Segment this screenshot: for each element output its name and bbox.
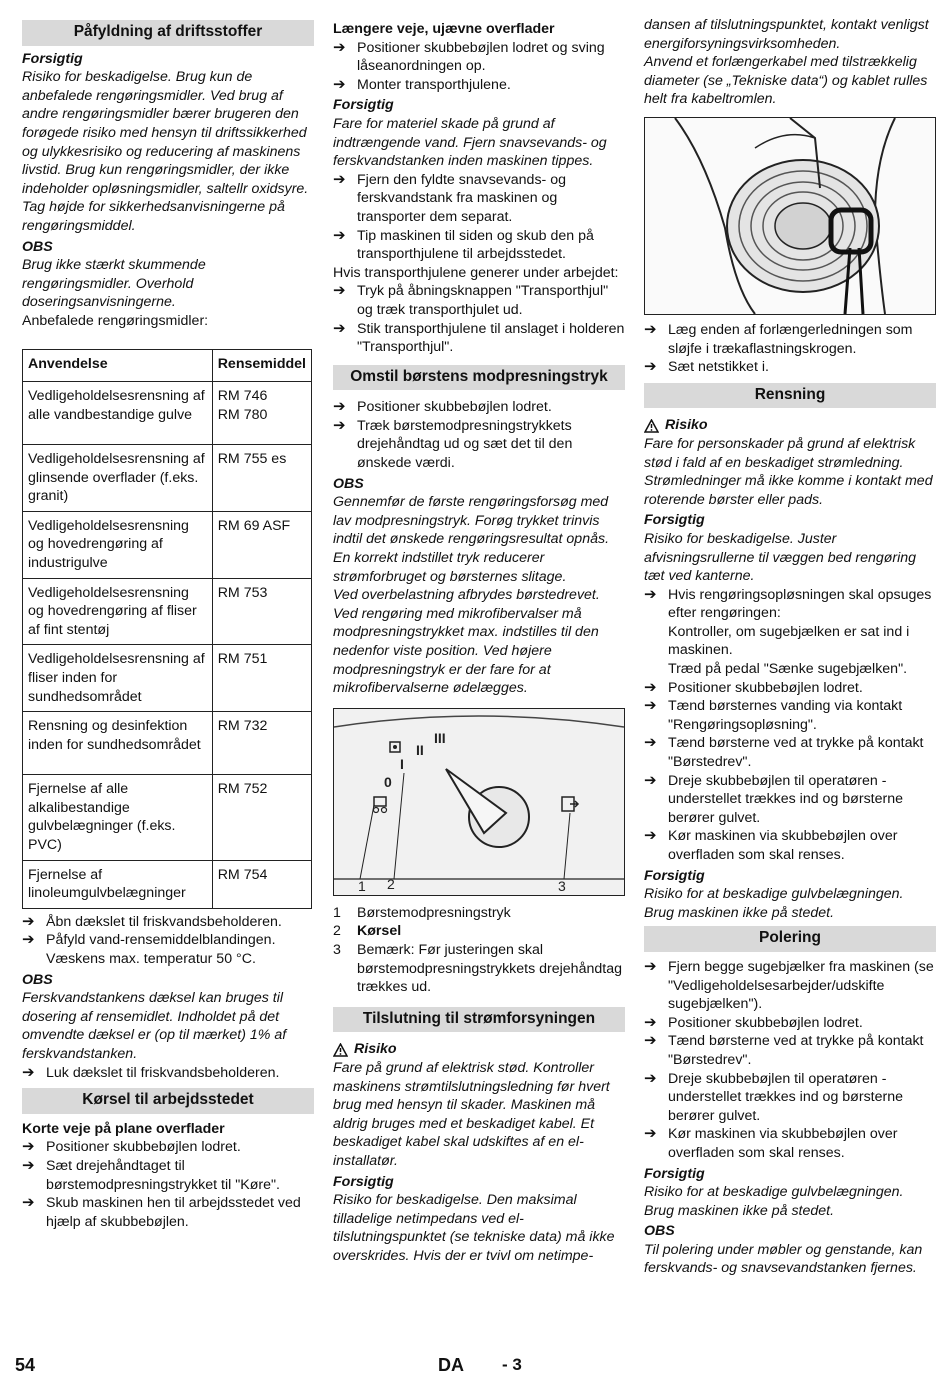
- legend-item: 3 Bemærk: Før justeringen skal børstemodpresningstrykkets drejehåndtag trækkes ud.: [333, 941, 622, 996]
- caution-text-2: Tag højde for sikkerhedsanvisningerne på rengøringsmiddel.: [22, 199, 285, 234]
- arrow-icon: ➔: [22, 1063, 35, 1081]
- continued-text: dansen af tilslutningspunktet, kontakt venligst energiforsyningsvirksomheden.: [644, 17, 929, 52]
- extension-cable-text: Anvend et forlængerkabel med tilstrækkelig diameter (se „Tekniske data“) og kablet rulles helt fra kabeltromlen.: [644, 54, 928, 108]
- brush-pressure-icon: [390, 742, 400, 752]
- step-remove-tanks: ➔ Fjern den fyldte snavsevands- og ferskvandstank fra maskinen og transporter dem separat.: [333, 170, 566, 225]
- table-cell-usage: Vedligeholdelsesrensning af glinsende overflader (f.eks. granit): [23, 445, 213, 512]
- arrow-icon: ➔: [333, 75, 346, 93]
- arrow-icon: ➔: [644, 678, 657, 696]
- subheading-long-routes: Længere veje, ujævne overflader: [333, 21, 555, 37]
- table-cell-usage: Vedligeholdelsesrensning af fliser inden for sundhedsområdet: [23, 645, 213, 712]
- step-position-handle: ➔ Positioner skubbebøjlen lodret.: [333, 398, 552, 416]
- section-heading-drive: Kørsel til arbejdsstedet: [22, 1088, 314, 1114]
- cleaning-agent-table: [22, 349, 312, 909]
- table-cell-usage: Vedligeholdelsesrensning af alle vandbestandige gulve: [23, 382, 213, 445]
- step-tilt-handle: ➔ Dreje skubbebøjlen til operatøren - understellet trækkes ind og børsterne berører gulvet.: [644, 1069, 903, 1124]
- arrow-icon: ➔: [333, 226, 346, 244]
- section-heading-power: Tilslutning til strømforsyningen: [333, 1007, 625, 1033]
- table-cell-agent: RM 732: [212, 712, 311, 775]
- arrow-icon: ➔: [333, 38, 346, 56]
- arrow-icon: ➔: [644, 1013, 657, 1031]
- pressure-knob-illustration: [334, 709, 624, 895]
- arrow-icon: ➔: [644, 585, 657, 603]
- step-brush-on: ➔ Tænd børsterne ved at trykke på kontakt "Børstedrev".: [644, 1032, 924, 1068]
- section-page-number: - 3: [502, 1355, 522, 1374]
- table-cell-agent: RM 746 RM 780: [212, 382, 311, 445]
- arrow-icon: ➔: [644, 1125, 657, 1143]
- mark-3: III: [434, 729, 446, 746]
- column-1: [22, 18, 314, 1231]
- arrow-icon: ➔: [22, 931, 35, 949]
- table-row: [23, 445, 312, 512]
- step-position-handle: ➔ Positioner skubbebøjlen lodret.: [644, 678, 863, 696]
- caution-label: Forsigtig: [644, 512, 705, 529]
- subheading-short-routes: Korte veje på plane overflader: [22, 1120, 225, 1137]
- step-loop-cable: ➔ Læg enden af forlængerledningen som sløjfe i trækaflastningskrogen.: [644, 320, 913, 357]
- caution-text: Fare for materiel skade på grund af indtrængende vand. Fjern snavsevands- og ferskvandstanken inden maskinen tippes.: [333, 115, 607, 170]
- section-heading-fill: Påfyldning af driftsstoffer: [22, 20, 314, 46]
- section-heading-pressure: Omstil børstens modpresningstryk: [333, 365, 625, 391]
- arrow-icon: ➔: [644, 320, 657, 338]
- arrow-icon: ➔: [644, 771, 657, 789]
- step-close-lid: ➔ Luk dækslet til friskvandsbeholderen.: [22, 1063, 280, 1081]
- recommended-intro: Anbefalede rengøringsmidler:: [22, 312, 209, 329]
- table-row: [23, 860, 312, 908]
- note-text: Brug ikke stærkt skummende rengøringsmidler. Overhold doseringsanvisningerne.: [22, 257, 206, 311]
- table-row: [23, 511, 312, 578]
- caution-label: Forsigtig: [644, 1165, 705, 1182]
- note-text: Til polering under møbler og genstande, kan ferskvands- og snavsevandstanken fjernes.: [644, 1241, 923, 1277]
- page-number: 54: [15, 1355, 36, 1375]
- step-unlock: ➔ Positioner skubbebøjlen lodret og sving låseanordningen op.: [333, 38, 605, 75]
- table-cell-agent: RM 751: [212, 645, 311, 712]
- note-text: Ferskvandstankens dæksel kan bruges til dosering af rensemidlet. Indholdet på det omvendte dæksel er (op til mærket) 1% af ferskvandstanken.: [22, 990, 287, 1062]
- step-set-knob: ➔ Sæt drejehåndtaget til børstemodpresningstrykket til "Køre".: [22, 1156, 280, 1193]
- step-tilt-handle: ➔ Dreje skubbebøjlen til operatøren - understellet trækkes ind og børsterne berører gulvet.: [644, 771, 903, 826]
- column-2: [333, 18, 625, 1265]
- mark-2: II: [416, 741, 424, 758]
- mark-1: I: [400, 755, 404, 772]
- table-cell-agent: RM 753: [212, 578, 311, 645]
- note-label: OBS: [22, 238, 53, 255]
- cable-hook-illustration: [645, 118, 935, 314]
- column-3: [644, 18, 936, 1278]
- arrow-icon: ➔: [644, 697, 657, 715]
- pressure-knob-figure: [333, 708, 625, 896]
- figure-label-3: 3: [558, 877, 566, 894]
- table-row: [23, 775, 312, 860]
- section-heading-polishing: Polering: [644, 926, 936, 952]
- note-text-2: Ved overbelastning afbrydes børstedrevet. Ved rengøring med mikrofibervalser må modpresningstrykket max. indstilles til den nedenfor viste position. Ved højere modpresningstryk er der fare for at mikrofibervalserne ødelægges.: [333, 587, 600, 697]
- arrow-icon: ➔: [644, 1069, 657, 1087]
- danger-label: Risiko: [665, 417, 708, 434]
- arrow-icon: ➔: [22, 1138, 35, 1156]
- caution-text: Risiko for at beskadige gulvbelægningen. Brug maskinen ikke på stedet.: [644, 886, 904, 921]
- danger-label-row: [333, 1040, 625, 1059]
- table-cell-agent: RM 754: [212, 860, 311, 908]
- arrow-icon: ➔: [22, 912, 35, 930]
- danger-label-row: [644, 416, 936, 435]
- legend-item: 2 Kørsel: [333, 923, 402, 940]
- step-remove-squeegees: ➔ Fjern begge sugebjælker fra maskinen (se "Vedligeholdelsesarbejder/udskifte sugebjælken").: [644, 957, 934, 1013]
- note-text: Gennemfør de første rengøringsforsøg med lav modpresningstryk. Forøg trykket trinvis indtil det ønskede rengøringsresultat opnås. En korrekt indstillet tryk reducerer strømforbruget og børsternes slitage.: [333, 494, 610, 585]
- caution-text: Risiko for at beskadige gulvbelægningen. Brug maskinen ikke på stedet.: [644, 1184, 904, 1219]
- step-tip-machine: ➔ Tip maskinen til siden og skub den på transporthjulene til arbejdsstedet.: [333, 226, 594, 263]
- danger-text: Fare for personskader på grund af elektrisk stød i fald af en beskadiget strømledning. Strømledninger må ikke komme i kontakt med roterende børster eller pads.: [644, 435, 933, 508]
- arrow-icon: ➔: [333, 282, 346, 300]
- table-cell-agent: RM 752: [212, 775, 311, 860]
- table-cell-agent: RM 755 es: [212, 445, 311, 512]
- table-cell-usage: Vedligeholdelsesrensning og hovedrengøring af fliser af fint stentøj: [23, 578, 213, 645]
- table-row: [23, 712, 312, 775]
- table-header-row: [23, 349, 312, 382]
- arrow-icon: ➔: [644, 734, 657, 752]
- caution-label: Forsigtig: [333, 1173, 394, 1190]
- caution-text: Risiko for beskadigelse. Juster afvisningsrullerne til væggen bed rengøring tæt ved kanterne.: [644, 530, 917, 585]
- arrow-icon: ➔: [333, 398, 346, 416]
- step-plug-in: ➔ Sæt netstikket i.: [644, 358, 769, 376]
- condition-text: Hvis transporthjulene generer under arbejdet:: [333, 264, 619, 281]
- step-pull-knob: ➔ Træk børstemodpresningstrykkets drejehåndtag ud og sæt det til den ønskede værdi.: [333, 416, 573, 472]
- arrow-icon: ➔: [644, 358, 657, 376]
- step-position-handle: ➔ Positioner skubbebøjlen lodret.: [22, 1138, 241, 1156]
- language-code: DA: [438, 1355, 464, 1375]
- step-pull-wheel: ➔ Tryk på åbningsknappen "Transporthjul" og træk transporthjulet ud.: [333, 282, 609, 318]
- step-open-lid: ➔ Åbn dækslet til friskvandsbeholderen.: [22, 912, 282, 930]
- table-cell-agent: RM 69 ASF: [212, 511, 311, 578]
- table-cell-usage: Fjernelse af linoleumgulvbelægninger: [23, 860, 213, 908]
- note-label: OBS: [333, 475, 364, 492]
- danger-label: Risiko: [354, 1041, 397, 1058]
- step-brush-on: ➔ Tænd børsterne ved at trykke på kontakt "Børstedrev".: [644, 734, 924, 771]
- table-cell-usage: Rensning og desinfektion inden for sundhedsområdet: [23, 712, 213, 775]
- step-position-handle: ➔ Positioner skubbebøjlen lodret.: [644, 1013, 863, 1031]
- note-label: OBS: [644, 1223, 675, 1240]
- cable-hook-figure: [644, 117, 936, 315]
- table-cell-usage: Vedligeholdelsesrensning og hovedrengøring af industrigulve: [23, 511, 213, 578]
- arrow-icon: ➔: [644, 1032, 657, 1050]
- caution-label: Forsigtig: [644, 867, 705, 884]
- warning-triangle-icon: [333, 1043, 348, 1057]
- arrow-icon: ➔: [644, 827, 657, 845]
- table-cell-usage: Fjernelse af alle alkalibestandige gulvbelægninger (f.eks. PVC): [23, 775, 213, 860]
- caution-text: Risiko for beskadigelse. Brug kun de anbefalede rengøringsmidler. Ved brug af andre rengøringsmidler bærer brugeren den forøgede risiko med hensyn til driftssikkerhed og ulykkesrisiko og reducering af maskinens livstid. Brug kun rengøringsmidler, der ikke indeholder opløsningsmidler, saltellr oxidsyre.: [22, 69, 309, 197]
- arrow-icon: ➔: [22, 1194, 35, 1212]
- caution-label: Forsigtig: [333, 97, 394, 114]
- table-row: [23, 578, 312, 645]
- caution-text: Risiko for beskadigelse. Den maksimal tilladelige netimpedans ved el-tilslutningspunktet (se tekniske data) må ikke overskrides. Hvis der er tvivl om netimpe-: [333, 1192, 615, 1264]
- mark-0: 0: [384, 773, 392, 790]
- section-heading-cleaning: Rensning: [644, 383, 936, 409]
- arrow-icon: ➔: [22, 1156, 35, 1174]
- table-header-usage: Anvendelse: [23, 349, 213, 382]
- step-insert-wheel: ➔ Stik transporthjulene til anslaget i holderen "Transporthjul".: [333, 319, 625, 356]
- warning-triangle-icon: [644, 419, 659, 433]
- step-drive-surface: ➔ Kør maskinen via skubbebøjlen over overfladen som skal renses.: [644, 827, 898, 863]
- danger-text: Fare på grund af elektrisk stød. Kontroller maskinens strømtilslutningsledning før hvert brug med hensyn til skader. Maskinen må aldrig bruges med et beskadiget kabel. Et beskadiget kabel skal udskiftes af en el-installatør.: [333, 1059, 610, 1169]
- arrow-icon: ➔: [644, 957, 657, 975]
- step-if-suction: ➔ Hvis rengøringsopløsningen skal opsuges efter rengøringen:: [644, 585, 932, 622]
- step-drive-surface: ➔ Kør maskinen via skubbebøjlen over overfladen som skal renses.: [644, 1125, 898, 1161]
- caution-label: Forsigtig: [22, 50, 83, 67]
- pull-out-icon: [562, 797, 578, 811]
- table-row: [23, 382, 312, 445]
- figure-label-1: 1: [358, 877, 366, 894]
- table-row: [23, 645, 312, 712]
- step-push-machine: ➔ Skub maskinen hen til arbejdsstedet ved hjælp af skubbebøjlen.: [22, 1194, 301, 1230]
- step-check-squeegee: Kontroller, om sugebjælken er sat ind i maskinen.: [668, 623, 910, 659]
- step-mount-wheels: ➔ Monter transporthjulene.: [333, 75, 511, 93]
- arrow-icon: ➔: [333, 170, 346, 188]
- step-press-pedal: Træd på pedal "Sænke sugebjælken".: [668, 661, 908, 678]
- arrow-icon: ➔: [333, 416, 346, 434]
- figure-label-2: 2: [387, 875, 395, 892]
- step-fill: ➔ Påfyld vand-rensemiddelblandingen. Væskens max. temperatur 50 °C.: [22, 931, 276, 967]
- table-header-agent: Rensemiddel: [212, 349, 311, 382]
- step-water-on: ➔ Tænd børsternes vanding via kontakt "Rengøringsopløsning".: [644, 697, 903, 733]
- legend-item: 1 Børstemodpresningstryk: [333, 904, 511, 921]
- drive-icon: [374, 797, 387, 813]
- note-label: OBS: [22, 971, 53, 988]
- arrow-icon: ➔: [333, 319, 346, 337]
